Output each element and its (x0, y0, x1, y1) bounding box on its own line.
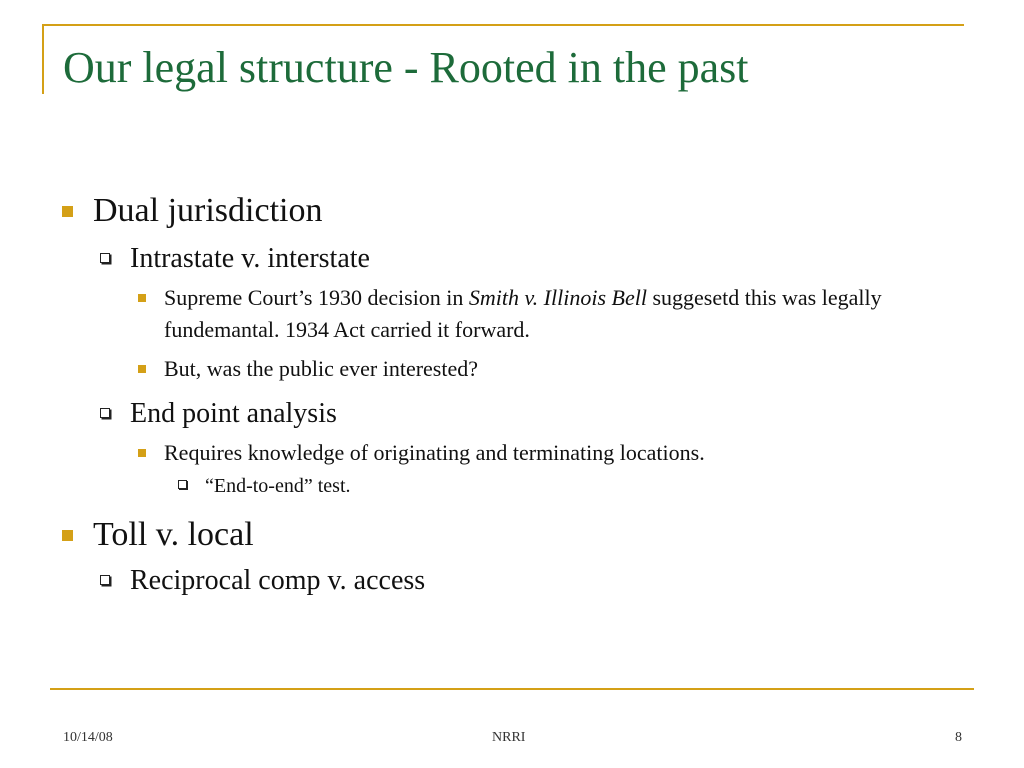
bullet-supreme-court (138, 282, 962, 346)
square-bullet-icon (138, 365, 146, 373)
outline-square-bullet-icon (178, 480, 187, 489)
square-bullet-icon (138, 294, 146, 302)
bullet-end-to-end-test (178, 473, 962, 500)
case-name: Smith v. Illinois Bell (468, 284, 647, 310)
bullet-public-interest (138, 353, 962, 385)
outline-square-bullet-icon (100, 575, 110, 585)
bullet-text: Requires knowledge of originating and terminating locations. (164, 440, 705, 466)
square-bullet-icon (62, 206, 73, 217)
bullet-requires-knowledge (138, 437, 962, 469)
bullet-list (62, 188, 962, 600)
outline-square-bullet-icon (100, 408, 110, 418)
slide-title: Our legal structure - Rooted in the past (63, 43, 749, 92)
bullet-text: Reciprocal comp v. access (130, 564, 426, 596)
frame-top-line (42, 24, 964, 26)
bullet-text (164, 282, 954, 346)
supreme-text-post: suggesetd this was legally fundemantal. 1934 Act carried it forward. (164, 284, 882, 342)
bullet-dual-jurisdiction (62, 188, 962, 234)
bullet-intrastate (100, 240, 962, 278)
frame-left-line (42, 24, 44, 94)
bullet-text: Intrastate v. interstate (130, 242, 370, 274)
page-number: 8 (955, 730, 962, 745)
square-bullet-icon (138, 449, 146, 457)
bullet-toll-local (62, 512, 962, 558)
bullet-reciprocal-comp (100, 562, 962, 600)
footer-organization: NRRI (492, 730, 526, 745)
bullet-text: “End-to-end” test. (205, 475, 351, 498)
bullet-text: Dual jurisdiction (93, 192, 323, 229)
supreme-text-pre: Supreme Court’s 1930 decision in (164, 284, 469, 310)
outline-square-bullet-icon (100, 253, 110, 263)
footer-divider-line (50, 688, 974, 690)
bullet-text: Toll v. local (93, 516, 254, 554)
square-bullet-icon (62, 530, 73, 541)
footer-date: 10/14/08 (63, 730, 113, 745)
bullet-text: But, was the public ever interested? (164, 356, 479, 382)
bullet-end-point-analysis (100, 395, 962, 433)
bullet-text: End point analysis (130, 398, 337, 430)
